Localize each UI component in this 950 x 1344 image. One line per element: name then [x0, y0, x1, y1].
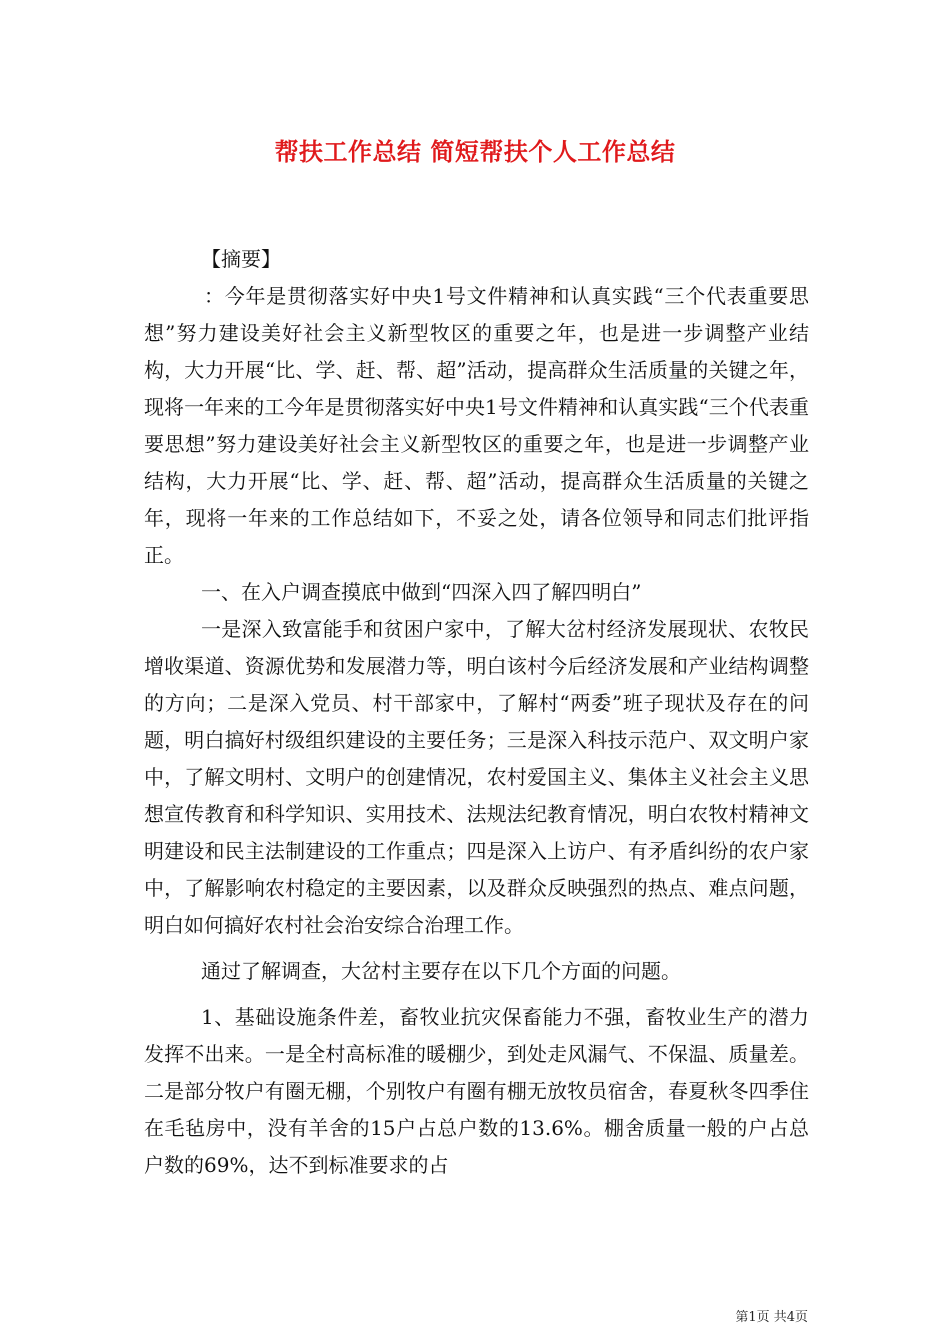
page-number-footer: 第1页 共4页 [735, 1310, 808, 1325]
paragraph: ：今年是贯彻落实好中央1号文件精神和认真实践“三个代表重要思想”努力建设美好社会主义新型牧区的重要之年，也是进一步调整产业结构，大力开展“比、学、赶、帮、超”活动，提高群众生活质量的关键之年，现将一年来的工今年是贯彻落实好中央1号文件精神和认真实践“三个代表重要思想”努力建设美好社会主义新型牧区的重要之年，也是进一步调整产业结构，大力开展“比、学、赶、帮、超”活动，提高群众生活质量的关键之年，现将一年来的工作总结如下，不妥之处，请各位领导和同志们批评指正。 [144, 284, 809, 567]
abstract-label: 【摘要】 [201, 247, 281, 271]
document-body [144, 241, 809, 1184]
paragraph: 1、基础设施条件差，畜牧业抗灾保畜能力不强，畜牧业生产的潜力发挥不出来。一是全村高标准的暖棚少，到处走风漏气、不保温、质量差。二是部分牧户有圈无棚，个别牧户有圈有棚无放牧员宿舍，春夏秋冬四季住在毛毡房中，没有羊舍的15户占总户数的13.6%。棚舍质量一般的户占总户数的69%，达不到标准要求的占 [144, 1005, 809, 1177]
section-heading: 一、在入户调查摸底中做到“四深入四了解四明白” [201, 580, 642, 604]
document-title: 帮扶工作总结 简短帮扶个人工作总结 [274, 138, 676, 166]
paragraph: 一是深入致富能手和贫困户家中，了解大岔村经济发展现状、农牧民增收渠道、资源优势和发展潜力等，明白该村今后经济发展和产业结构调整的方向；二是深入党员、村干部家中，了解村“两委”班子现状及存在的问题，明白搞好村级组织建设的主要任务；三是深入科技示范户、双文明户家中，了解文明村、文明户的创建情况，农村爱国主义、集体主义社会主义思想宣传教育和科学知识、实用技术、法规法纪教育情况，明白农牧村精神文明建设和民主法制建设的工作重点；四是深入上访户、有矛盾纠纷的农户家中，了解影响农村稳定的主要因素，以及群众反映强烈的热点、难点问题，明白如何搞好农村社会治安综合治理工作。 [144, 617, 809, 937]
paragraph: 通过了解调查，大岔村主要存在以下几个方面的问题。 [201, 959, 681, 983]
